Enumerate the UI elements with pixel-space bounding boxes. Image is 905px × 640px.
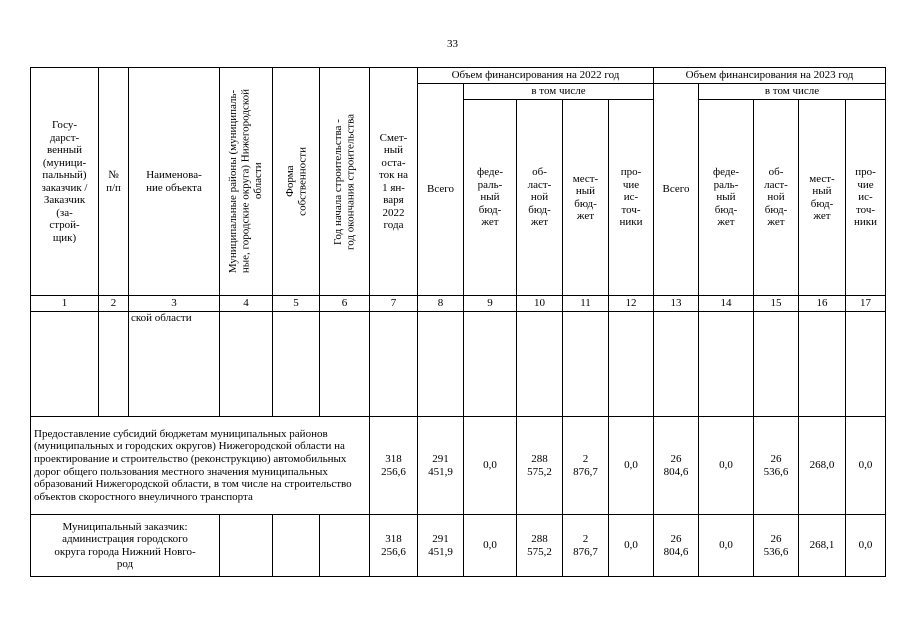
- table-cell: [609, 312, 654, 417]
- col-number: 6: [320, 296, 370, 312]
- header-ownership: [273, 68, 320, 296]
- header-number: № п/п: [99, 68, 129, 296]
- header-federal-2022: феде- раль- ный бюд- жет: [464, 100, 517, 296]
- header-years-text: Год начала строительства - год окончания строительства: [332, 113, 357, 250]
- col-number: 15: [754, 296, 799, 312]
- header-financing-2023: Объем финансирования на 2023 год: [654, 68, 886, 84]
- estimate-balance-value: 318 256,6: [370, 417, 418, 515]
- col-number: 2: [99, 296, 129, 312]
- header-other-2022: про- чие ис- точ- ники: [609, 100, 654, 296]
- table-cell: [273, 312, 320, 417]
- table-cell: [320, 515, 370, 577]
- header-regional-2022: об- ласт- ной бюд- жет: [517, 100, 563, 296]
- table-cell: [273, 515, 320, 577]
- col-number: 10: [517, 296, 563, 312]
- col-number: 17: [846, 296, 886, 312]
- col-number: 7: [370, 296, 418, 312]
- header-local-2023: мест- ный бюд- жет: [799, 100, 846, 296]
- header-including-2023: в том числе: [699, 84, 886, 100]
- table-cell: [99, 312, 129, 417]
- table-cell: [31, 312, 99, 417]
- page-number: 33: [447, 38, 458, 50]
- continuation-row: [31, 312, 886, 417]
- header-local-2022: мест- ный бюд- жет: [563, 100, 609, 296]
- table-cell: [464, 312, 517, 417]
- other-2022-value: 0,0: [609, 417, 654, 515]
- table-cell: [320, 312, 370, 417]
- table-cell: [220, 515, 273, 577]
- total-2023-value: 26 804,6: [654, 515, 699, 577]
- table-cell: [754, 312, 799, 417]
- header-object-name: Наименова- ние объекта: [129, 68, 220, 296]
- table-cell: [563, 312, 609, 417]
- col-number: 8: [418, 296, 464, 312]
- other-2023-value: 0,0: [846, 515, 886, 577]
- table-cell: [799, 312, 846, 417]
- regional-2023-value: 26 536,6: [754, 515, 799, 577]
- header-regional-2023: об- ласт- ной бюд- жет: [754, 100, 799, 296]
- col-number: 5: [273, 296, 320, 312]
- col-number: 11: [563, 296, 609, 312]
- table-cell: [699, 312, 754, 417]
- table-cell: [418, 312, 464, 417]
- header-districts-text: Муниципальные районы (муниципаль- ные, городские округа) Нижегородской области: [227, 89, 265, 274]
- header-total-2022: Всего: [418, 84, 464, 296]
- header-ownership-text: Форма собственности: [283, 147, 308, 216]
- federal-2022-value: 0,0: [464, 515, 517, 577]
- local-2022-value: 2 876,7: [563, 417, 609, 515]
- regional-2023-value: 26 536,6: [754, 417, 799, 515]
- col-number: 1: [31, 296, 99, 312]
- column-numbers-row: [31, 296, 886, 312]
- other-2022-value: 0,0: [609, 515, 654, 577]
- total-2022-value: 291 451,9: [418, 515, 464, 577]
- other-2023-value: 0,0: [846, 417, 886, 515]
- table-cell: [846, 312, 886, 417]
- table-cell: [517, 312, 563, 417]
- header-other-2023: про- чие ис- точ- ники: [846, 100, 886, 296]
- regional-2022-value: 288 575,2: [517, 515, 563, 577]
- local-2022-value: 2 876,7: [563, 515, 609, 577]
- customer-row: [31, 515, 886, 577]
- col-number: 4: [220, 296, 273, 312]
- object-name-cont: ской области: [129, 312, 220, 417]
- header-including-2022: в том числе: [464, 84, 654, 100]
- federal-2023-value: 0,0: [699, 515, 754, 577]
- col-number: 12: [609, 296, 654, 312]
- table-cell: [220, 312, 273, 417]
- header-federal-2023: феде- раль- ный бюд- жет: [699, 100, 754, 296]
- total-2022-value: 291 451,9: [418, 417, 464, 515]
- header-total-2023: Всего: [654, 84, 699, 296]
- total-2023-value: 26 804,6: [654, 417, 699, 515]
- header-customer: Госу- дарст- венный (муници- пальный) заказчик / Заказчик (за- строй- щик): [31, 68, 99, 296]
- municipal-customer: Муниципальный заказчик: администрация городского округа города Нижний Новго- род: [31, 515, 220, 577]
- financing-table: [30, 67, 886, 577]
- table-cell: [370, 312, 418, 417]
- header-districts: [220, 68, 273, 296]
- local-2023-value: 268,1: [799, 515, 846, 577]
- section-title: Предоставление субсидий бюджетам муниципальных районов (муниципальных и городских округов) Нижегородской области на проектирование и строительство (реконструкцию) автомобильных дорог общего пользования местного значения муниципальных образований Нижегородской области, в том числе на строительство объектов скоростного внеуличного транспорта: [31, 417, 370, 515]
- header-financing-2022: Объем финансирования на 2022 год: [418, 68, 654, 84]
- local-2023-value: 268,0: [799, 417, 846, 515]
- header-estimate-balance: Смет- ный оста- ток на 1 ян- варя 2022 года: [370, 68, 418, 296]
- header-years: [320, 68, 370, 296]
- table-cell: [654, 312, 699, 417]
- col-number: 14: [699, 296, 754, 312]
- estimate-balance-value: 318 256,6: [370, 515, 418, 577]
- col-number: 9: [464, 296, 517, 312]
- col-number: 3: [129, 296, 220, 312]
- col-number: 13: [654, 296, 699, 312]
- federal-2022-value: 0,0: [464, 417, 517, 515]
- regional-2022-value: 288 575,2: [517, 417, 563, 515]
- federal-2023-value: 0,0: [699, 417, 754, 515]
- col-number: 16: [799, 296, 846, 312]
- section-row: [31, 417, 886, 515]
